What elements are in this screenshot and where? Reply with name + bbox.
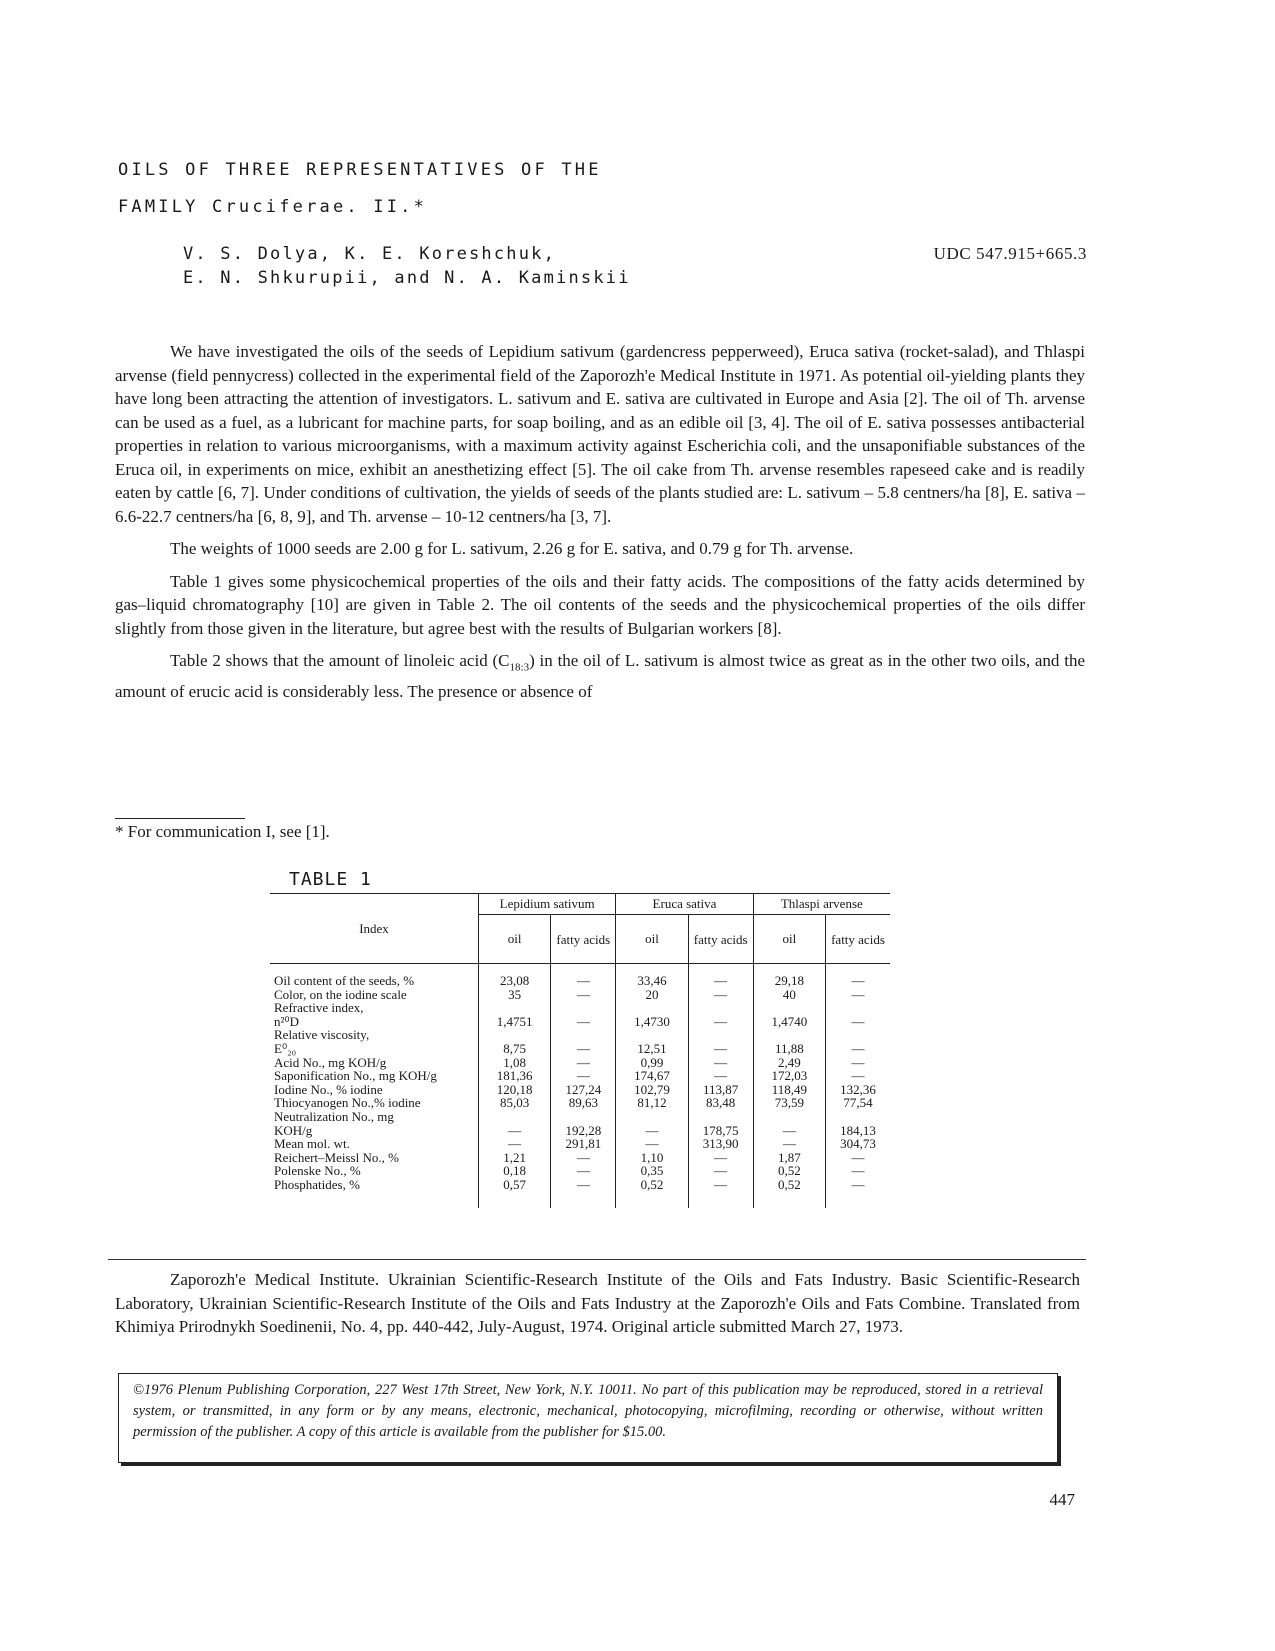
authors-line1: V. S. Dolya, K. E. Koreshchuk,: [183, 244, 557, 264]
table-cell: [826, 1110, 891, 1124]
table-cell: —: [753, 1137, 825, 1151]
table-row: [270, 1028, 890, 1042]
table-cell: —: [826, 1151, 891, 1165]
table-cell: 83,48: [688, 1096, 753, 1110]
table-cell: —: [826, 1069, 891, 1083]
table-cell: 33,46: [616, 964, 688, 988]
table-cell: 192,28: [551, 1124, 616, 1138]
table-cell: 12,51: [616, 1042, 688, 1056]
table-row: [270, 1083, 890, 1097]
table-cell: 73,59: [753, 1096, 825, 1110]
table-cell: 120,18: [479, 1083, 551, 1097]
copyright-box: [118, 1373, 1058, 1463]
index-header: Index: [270, 894, 479, 964]
table-cell: 85,03: [479, 1096, 551, 1110]
table-cell: 304,73: [826, 1137, 891, 1151]
table-row: [270, 1096, 890, 1110]
table-cell: 81,12: [616, 1096, 688, 1110]
table-cell: 178,75: [688, 1124, 753, 1138]
table-cell: 0,52: [616, 1178, 688, 1208]
table-cell: [479, 1028, 551, 1042]
table-cell: —: [551, 1069, 616, 1083]
table-cell: —: [688, 1069, 753, 1083]
table-cell: —: [616, 1137, 688, 1151]
table-row: [270, 1151, 890, 1165]
table-cell: 0,18: [479, 1164, 551, 1178]
authors-line2: E. N. Shkurupii, and N. A. Kaminskii: [183, 268, 631, 288]
table-cell: 77,54: [826, 1096, 891, 1110]
row-index-label: KOH/g: [274, 1122, 313, 1138]
row-index-label: Iodine No., % iodine: [274, 1081, 383, 1097]
footnote-rule: [115, 818, 245, 819]
row-index-label: Mean mol. wt.: [274, 1136, 350, 1152]
page-number: 447: [1049, 1490, 1075, 1509]
table-cell: 1,4740: [753, 1015, 825, 1029]
table-row: [270, 964, 890, 988]
table-cell: —: [479, 1137, 551, 1151]
table-cell: 132,36: [826, 1083, 891, 1097]
table-cell: —: [479, 1124, 551, 1138]
group-header-thlaspi: Thlaspi arvense: [753, 894, 890, 915]
row-index-label: Phosphatides, %: [274, 1176, 360, 1192]
table-cell: —: [688, 964, 753, 988]
table-row: [270, 1042, 890, 1056]
table-cell: [616, 1028, 688, 1042]
table-cell: 11,88: [753, 1042, 825, 1056]
table-cell: 0,35: [616, 1164, 688, 1178]
table-cell: 113,87: [688, 1083, 753, 1097]
table-cell: 23,08: [479, 964, 551, 988]
table-row: [270, 1110, 890, 1124]
paragraph-2: The weights of 1000 seeds are 2.00 g for L. sativum, 2.26 g for E. sativa, and 0.79 g for Th. arvense.: [170, 539, 854, 558]
table-cell: 2,49: [753, 1056, 825, 1070]
row-index-label: Polenske No., %: [274, 1163, 361, 1179]
table-cell: —: [688, 1056, 753, 1070]
paragraph-4: [115, 649, 1085, 703]
table-cell: 0,57: [479, 1178, 551, 1208]
table-cell: —: [688, 1164, 753, 1178]
subheader-fatty-acids: fatty acids: [688, 915, 753, 964]
table-cell: 313,90: [688, 1137, 753, 1151]
table-cell: [688, 1001, 753, 1015]
table-cell: [826, 1028, 891, 1042]
table-cell: [826, 1001, 891, 1015]
table-cell: 181,36: [479, 1069, 551, 1083]
table-cell: 291,81: [551, 1137, 616, 1151]
group-header-lepidium: Lepidium sativum: [479, 894, 616, 915]
table-cell: 35: [479, 988, 551, 1002]
table-cell: —: [826, 988, 891, 1002]
table-cell: —: [826, 964, 891, 988]
subheader-fatty-acids: fatty acids: [551, 915, 616, 964]
paragraph-4-subscript: 18:3: [509, 661, 530, 674]
row-index-label: Saponification No., mg KOH/g: [274, 1068, 437, 1084]
table-cell: —: [826, 1042, 891, 1056]
table-cell: —: [826, 1164, 891, 1178]
table-cell: —: [826, 1178, 891, 1208]
table-cell: [688, 1028, 753, 1042]
table-cell: 1,10: [616, 1151, 688, 1165]
table-row: [270, 1069, 890, 1083]
table-cell: —: [551, 1042, 616, 1056]
table-cell: 40: [753, 988, 825, 1002]
table-cell: —: [688, 1178, 753, 1208]
table-cell: [753, 1001, 825, 1015]
table-cell: —: [826, 1015, 891, 1029]
table-cell: —: [616, 1124, 688, 1138]
table-row: [270, 1124, 890, 1138]
subheader-oil: oil: [616, 915, 688, 964]
table-cell: —: [551, 1015, 616, 1029]
table-cell: [688, 1110, 753, 1124]
udc-code: UDC 547.915+665.3: [933, 244, 1087, 263]
body-text: [115, 340, 1085, 703]
table-cell: 127,24: [551, 1083, 616, 1097]
table-cell: —: [826, 1056, 891, 1070]
table-cell: 1,21: [479, 1151, 551, 1165]
row-index-label: Reichert–Meissl No., %: [274, 1149, 399, 1165]
group-header-eruca: Eruca sativa: [616, 894, 753, 915]
row-index-label: Relative viscosity,: [274, 1027, 370, 1043]
table-cell: —: [688, 1015, 753, 1029]
table-cell: 102,79: [616, 1083, 688, 1097]
table-row: [270, 988, 890, 1002]
table-cell: 1,4751: [479, 1015, 551, 1029]
table-cell: [616, 1110, 688, 1124]
table-cell: —: [551, 1151, 616, 1165]
affiliation-block: [115, 1268, 1080, 1339]
table-cell: 1,08: [479, 1056, 551, 1070]
table-cell: —: [753, 1124, 825, 1138]
table-cell: 20: [616, 988, 688, 1002]
table-cell: —: [551, 988, 616, 1002]
table-row: [270, 1178, 890, 1208]
row-index-label: Neutralization No., mg: [274, 1108, 394, 1124]
table-cell: 0,52: [753, 1164, 825, 1178]
table-cell: —: [551, 1056, 616, 1070]
row-index-label: Oil content of the seeds, %: [274, 973, 415, 988]
copyright-text: ©1976 Plenum Publishing Corporation, 227 West 17th Street, New York, N.Y. 10011. No part of this publication may be reproduced, stored in a retrieval system, or transmitted, in any form or by any means, electronic, mechanical, photocopying, microfilming, recording or otherwise, without written permission of the publisher. A copy of this article is available from the publisher for $15.00.: [133, 1382, 1043, 1440]
table-cell: 1,4730: [616, 1015, 688, 1029]
table-cell: —: [551, 1164, 616, 1178]
row-index-label: Color, on the iodine scale: [274, 986, 407, 1002]
row-index-label: Thiocyanogen No.,% iodine: [274, 1095, 421, 1111]
separator-rule: [108, 1259, 1086, 1260]
subheader-fatty-acids: fatty acids: [826, 915, 891, 964]
table-cell: 174,67: [616, 1069, 688, 1083]
table-cell: 172,03: [753, 1069, 825, 1083]
table-cell: [551, 1001, 616, 1015]
paragraph-3: Table 1 gives some physicochemical properties of the oils and their fatty acids. The compositions of the fatty acids determined by gas–liquid chromatography [10] are given in Table 2. The oil contents of the seeds and the physicochemical properties of the oils differ slightly from those given in the literature, but agree best with the results of Bulgarian workers [8].: [115, 571, 1085, 638]
table-1: [270, 893, 890, 1208]
table-cell: 184,13: [826, 1124, 891, 1138]
subheader-oil: oil: [753, 915, 825, 964]
table-row: [270, 1015, 890, 1029]
table-cell: —: [688, 1151, 753, 1165]
row-index-label: Acid No., mg KOH/g: [274, 1054, 387, 1070]
table-cell: —: [688, 1042, 753, 1056]
table-cell: 89,63: [551, 1096, 616, 1110]
table-cell: 29,18: [753, 964, 825, 988]
table-row: [270, 1001, 890, 1015]
table-cell: [551, 1028, 616, 1042]
table-cell: [479, 1110, 551, 1124]
table-cell: —: [551, 964, 616, 988]
table-row: [270, 1164, 890, 1178]
paragraph-1: We have investigated the oils of the seeds of Lepidium sativum (gardencress pepperweed), Eruca sativa (rocket-salad), and Thlaspi arvense (field pennycress) collected in the experimental field of the Zaporozh'e Medical Institute in 1971. As potential oil-yielding plants they have long been attracting the attention of investigators. L. sativum and E. sativa are cultivated in Europe and Asia [2]. The oil of Th. arvense can be used as a fuel, as a lubricant for machine parts, for soap boiling, and as an edible oil [3, 4]. The oil of E. sativa possesses antibacterial properties in relation to various microorganisms, with a maximum activity against Escherichia coli, and the unsaponifiable substances of the Eruca oil, in experiments on mice, exhibit an anesthetizing effect [5]. The oil cake from Th. arvense resembles rapeseed cake and is readily eaten by cattle [6, 7]. Under conditions of cultivation, the yields of seeds of the plants studied are: L. sativum – 5.8 centners/ha [8], E. sativa – 6.6-22.7 centners/ha [6, 8, 9], and Th. arvense – 10-12 centners/ha [3, 7].: [115, 342, 1085, 526]
row-index-label: n²⁰D: [274, 1013, 299, 1029]
subheader-oil: oil: [479, 915, 551, 964]
table-cell: [753, 1110, 825, 1124]
table-cell: 0,52: [753, 1178, 825, 1208]
table-cell: 1,87: [753, 1151, 825, 1165]
table-row: [270, 1056, 890, 1070]
table-cell: 118,49: [753, 1083, 825, 1097]
table-1-body: [270, 964, 890, 1208]
table-cell: [616, 1001, 688, 1015]
table-cell: —: [551, 1178, 616, 1208]
table-cell: [479, 1001, 551, 1015]
table-cell: 0,99: [616, 1056, 688, 1070]
paragraph-4-part-a: Table 2 shows that the amount of linoleic acid (C: [170, 651, 510, 670]
table-cell: —: [688, 988, 753, 1002]
row-index-label: E⁰₂₀: [274, 1040, 297, 1056]
table-cell: 8,75: [479, 1042, 551, 1056]
table-cell: [551, 1110, 616, 1124]
affiliation-text: Zaporozh'e Medical Institute. Ukrainian Scientific-Research Institute of the Oils and Fats Industry. Basic Scientific-Research Laboratory, Ukrainian Scientific-Research Institute of the Oils and Fats Industry at the Zaporozh'e Oils and Fats Combine. Translated from Khimiya Prirodnykh Soedinenii, No. 4, pp. 440-442, July-August, 1974. Original article submitted March 27, 1973.: [115, 1270, 1080, 1336]
footnote: * For communication I, see [1].: [115, 822, 330, 841]
row-index-label: Refractive index,: [274, 1000, 364, 1016]
table-label: TABLE 1: [289, 869, 372, 890]
table-row: [270, 1137, 890, 1151]
article-title-line1: OILS OF THREE REPRESENTATIVES OF THE: [118, 160, 602, 180]
table-cell: [753, 1028, 825, 1042]
article-title-line2: FAMILY Cruciferae. II.*: [118, 197, 428, 217]
paragraph-4-part-b: ) in the oil of L. sativum is almost twice as great as in the other two oils, and the amount of erucic acid is considerably less. The presence or absence of: [115, 651, 1085, 701]
